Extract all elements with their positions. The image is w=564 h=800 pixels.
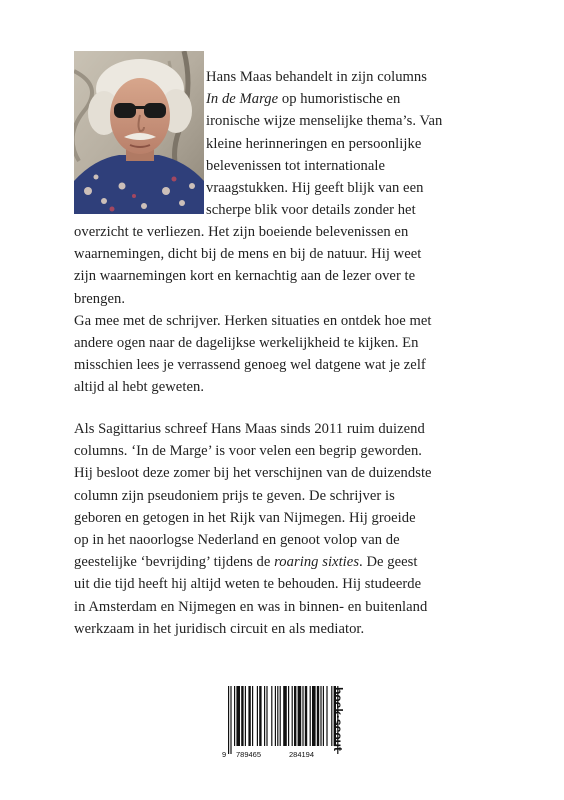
text-line: zijn waarnemingen kort en kernachtig aan de lezer over te	[74, 268, 416, 285]
barcode-bar	[310, 686, 311, 746]
barcode-bar	[275, 686, 276, 746]
column-title: In de Marge	[206, 91, 279, 108]
text-line: belevenissen tot internationale	[206, 157, 386, 174]
barcode-bar	[257, 686, 258, 746]
barcode-bar	[298, 686, 302, 746]
text-line: in Amsterdam en Nijmegen en was in binnen- en buitenland	[74, 598, 428, 615]
text-line: geboren en getogen in het Rijk van Nijmegen. Hij groeide	[74, 509, 416, 526]
author-photo	[74, 51, 204, 214]
text-line: columns. ‘In de Marge’ is voor velen een begrip geworden.	[74, 443, 422, 460]
barcode-bar	[283, 686, 287, 746]
barcode-bar	[252, 686, 253, 746]
text-line: geestelijke ‘bevrijding’ tijdens de roaring sixties. De geest	[74, 554, 418, 571]
text-line: vraagstukken. Hij geeft blijk van een	[206, 179, 424, 196]
barcode-bar	[245, 686, 246, 746]
text-line: uit die tijd heeft hij altijd weten te behouden. Hij studeerde	[74, 576, 422, 593]
author-bio	[74, 418, 432, 640]
text-line: Ga mee met de schrijver. Herken situaties en ontdek hoe met	[74, 312, 432, 329]
text-line: In de Marge op humoristische en	[206, 91, 401, 108]
barcode-bar	[259, 686, 261, 746]
text-line: Hans Maas behandelt in zijn columns	[206, 69, 428, 85]
text-line: waarnemingen, dicht bij de mens en bij de natuur. Hij weet	[74, 246, 422, 263]
publisher-logo	[330, 685, 346, 765]
text-line: andere ogen naar de dagelijkse werkelijkheid te kijken. En	[74, 334, 419, 351]
barcode-bar	[294, 686, 296, 746]
barcode-bar	[326, 686, 327, 746]
barcode-bar	[302, 686, 303, 746]
barcode-bar	[312, 686, 316, 746]
text-line: Als Sagittarius schreef Hans Maas sinds 2011 ruim duizend	[74, 421, 425, 437]
barcode-bar	[292, 686, 293, 746]
barcode-bar	[236, 686, 240, 746]
barcode-bar	[248, 686, 250, 746]
intro-text-continued	[74, 221, 432, 399]
text-line: misschien lees je verrassend genoeg wel datgene wat je zelf	[74, 357, 426, 374]
text-line: column zijn pseudoniem prijs te geven. De schrijver is	[74, 487, 395, 504]
barcode-bar	[323, 686, 324, 746]
intro-text	[206, 66, 442, 221]
italic-phrase: roaring sixties	[274, 554, 360, 571]
text-line: kleine herinneringen en persoonlijke	[206, 135, 422, 152]
barcode-bar	[280, 686, 281, 746]
isbn-number: 9 789465 284194	[222, 750, 315, 759]
text-line: Hij besloot deze zomer bij het verschijnen van de duizendste	[74, 465, 432, 482]
text-line: scherpe blik voor details zonder het	[206, 202, 416, 219]
barcode-bar	[305, 686, 307, 746]
barcode-bar	[241, 686, 243, 746]
svg-text:boek·scout: boek·scout	[331, 687, 345, 752]
barcode-bar	[288, 686, 289, 746]
text-line: overzicht te verliezen. Het zijn boeiende belevenissen en	[74, 224, 409, 240]
text-line: altijd al hebt geweten.	[74, 379, 205, 396]
barcode-bar	[230, 686, 231, 754]
barcode-bar	[234, 686, 235, 746]
barcode-bar	[264, 686, 265, 746]
barcode-bar	[228, 686, 229, 754]
barcode-bar	[320, 686, 321, 746]
text-line: ironische wijze menselijke thema’s. Van	[206, 113, 443, 130]
text-line: op in het naoorlogse Nederland en genoot volop van de	[74, 531, 400, 548]
barcode-bar	[271, 686, 272, 746]
text-line: brengen.	[74, 290, 126, 307]
barcode-bar	[317, 686, 319, 746]
text-line: werkzaam in het juridisch circuit en als mediator.	[74, 620, 365, 637]
barcode-bar	[277, 686, 278, 746]
barcode-bar	[266, 686, 267, 746]
